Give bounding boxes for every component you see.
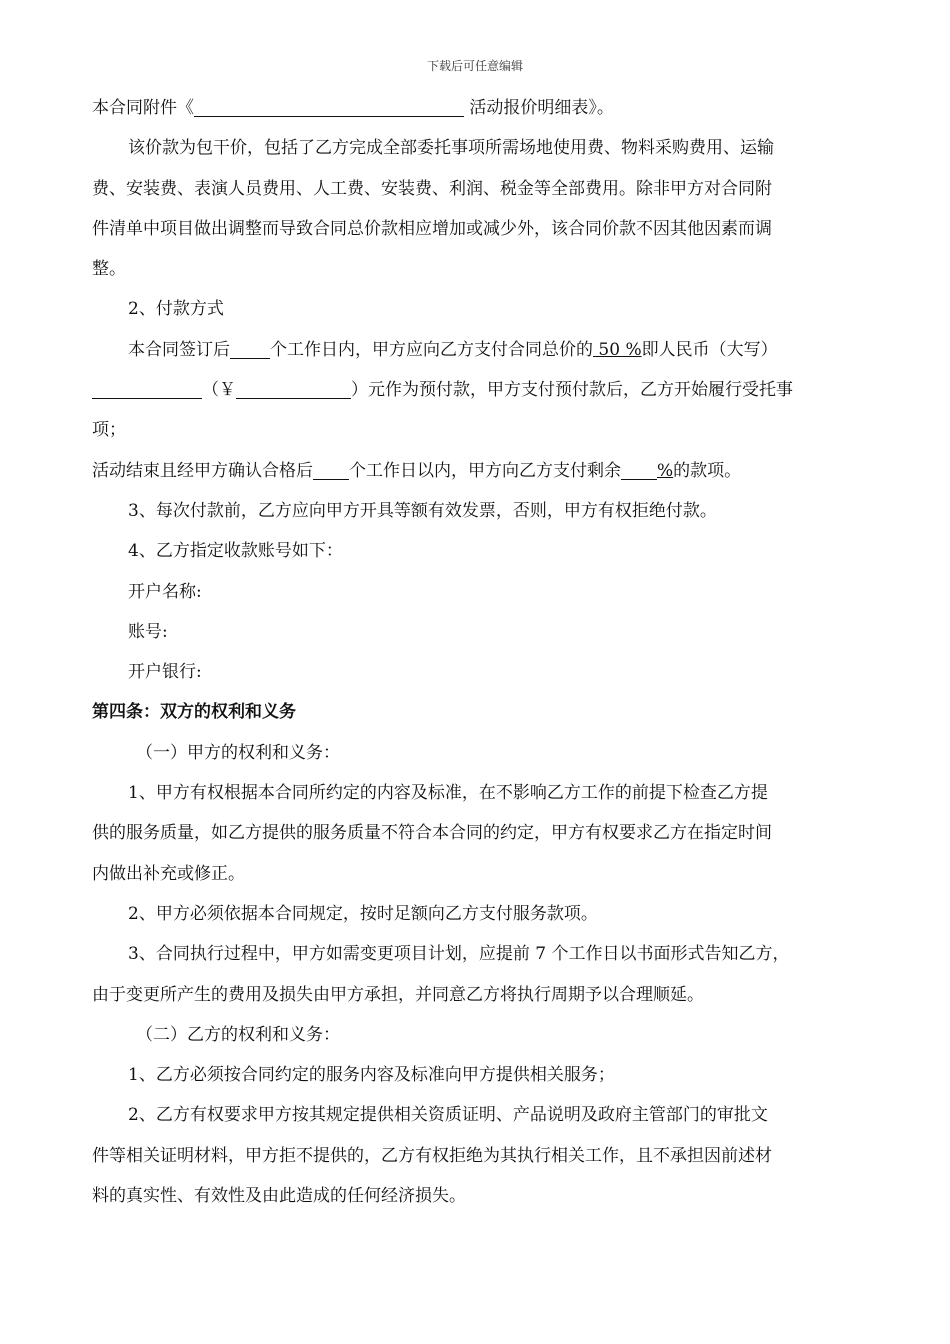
price-line-3: 件清单中项目做出调整而导致合同总价款相应增加或减少外，该合同价款不因其他因素而调 (92, 218, 772, 239)
page-header: 下载后可任意编辑 (426, 59, 523, 73)
amount-number-blank[interactable] (236, 376, 351, 399)
final-workdays-blank[interactable] (313, 457, 349, 480)
remaining-percent-blank[interactable] (621, 457, 657, 480)
payment-line-3: 项； (92, 420, 126, 441)
amount-words-blank[interactable] (92, 376, 202, 399)
account-name-label: 开户名称: (128, 581, 202, 602)
invoice-clause: 3、每次付款前，乙方应向甲方开具等额有效发票，否则，甲方有权拒绝付款。 (128, 500, 717, 521)
payment-line-1 (92, 330, 862, 370)
remaining-percent-sign: % (657, 460, 674, 481)
attachment-suffix: 活动报价明细表》。 (464, 98, 614, 118)
prepay-percent: 50 % (593, 339, 642, 360)
payment-text: 活动结束且经甲方确认合格后 (92, 460, 313, 481)
account-number-label: 账号: (128, 621, 168, 642)
workdays-blank[interactable] (230, 336, 270, 359)
attachment-blank[interactable] (194, 94, 464, 117)
party-a-clause-1-line-3: 内做出补充或修正。 (92, 863, 245, 884)
payment-text: 个工作日以内，甲方向乙方支付剩余 (349, 460, 621, 481)
payment-text: 的款项。 (673, 460, 742, 481)
contract-body (92, 88, 862, 1216)
price-line-2: 费、安装费、表演人员费用、人工费、安装费、利润、税金等全部费用。除非甲方对合同附 (92, 178, 772, 199)
payment-line-4 (92, 451, 862, 491)
payment-text: （￥ (202, 380, 236, 401)
price-line-1: 该价款为包干价，包括了乙方完成全部委托事项所需场地使用费、物料采购费用、运输 (128, 138, 774, 159)
party-b-clause-2-line-3: 料的真实性、有效性及由此造成的任何经济损失。 (92, 1186, 466, 1207)
price-line-4: 整。 (92, 259, 126, 280)
party-b-heading: （二）乙方的权利和义务： (136, 1024, 340, 1045)
payment-text: 个工作日内，甲方应向乙方支付合同总价的 (270, 339, 593, 360)
party-b-clause-2-line-2: 件等相关证明材料，甲方拒不提供的，乙方有权拒绝为其执行相关工作，且不承担因前述材 (92, 1145, 772, 1166)
party-a-clause-3-line-1: 3、合同执行过程中，甲方如需变更项目计划，应提前 7 个工作日以书面形式告知乙方， (128, 944, 790, 965)
party-b-clause-1: 1、乙方必须按合同约定的服务内容及标准向甲方提供相关服务； (128, 1065, 615, 1086)
party-a-clause-1-line-1: 1、甲方有权根据本合同所约定的内容及标准，在不影响乙方工作的前提下检查乙方提 (128, 783, 768, 804)
payment-heading: 2、付款方式 (128, 299, 224, 320)
party-a-clause-2: 2、甲方必须依据本合同规定，按时足额向乙方支付服务款项。 (128, 903, 598, 924)
payment-line-2 (92, 370, 862, 410)
account-clause: 4、乙方指定收款账号如下： (128, 541, 343, 562)
party-a-clause-1-line-2: 供的服务质量，如乙方提供的服务质量不符合本合同的约定，甲方有权要求乙方在指定时间 (92, 823, 772, 844)
payment-text: ）元作为预付款，甲方支付预付款后，乙方开始履行受托事 (351, 380, 793, 401)
party-a-clause-3-line-2: 由于变更所产生的费用及损失由甲方承担，并同意乙方将执行周期予以合理顺延。 (92, 984, 704, 1005)
account-bank-label: 开户银行: (128, 662, 202, 683)
party-a-heading: （一）甲方的权利和义务： (136, 742, 340, 763)
payment-text: 本合同签订后 (128, 339, 230, 360)
attachment-prefix: 本合同附件《 (92, 98, 194, 118)
attachment-line (92, 88, 862, 128)
party-b-clause-2-line-1: 2、乙方有权要求甲方按其规定提供相关资质证明、产品说明及政府主管部门的审批文 (128, 1105, 768, 1126)
article-4-heading: 第四条：双方的权利和义务 (92, 702, 296, 723)
payment-text: 即人民币（大写） (641, 339, 778, 360)
